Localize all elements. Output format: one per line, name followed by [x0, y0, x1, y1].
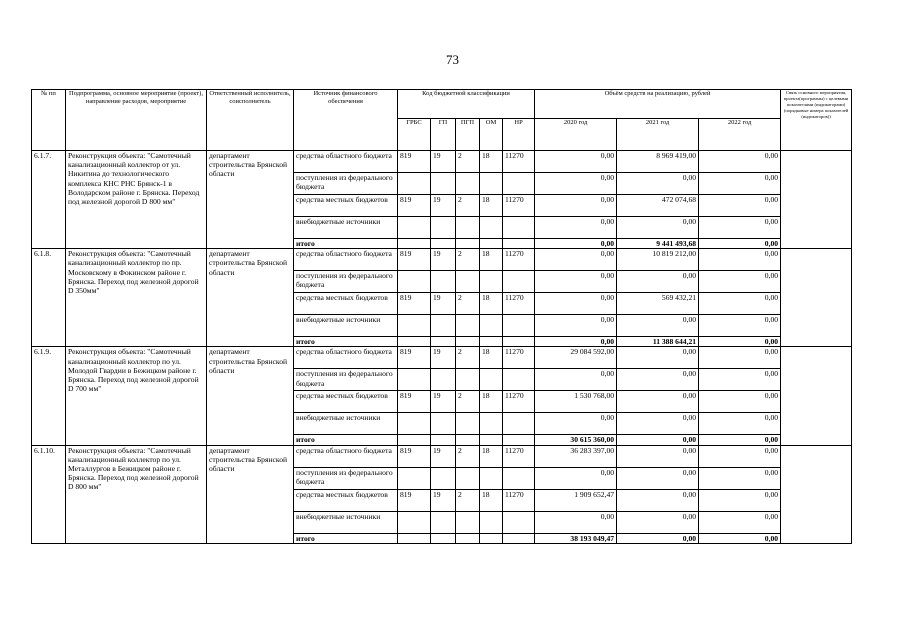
amount-2020: 0,00 [535, 249, 617, 271]
code-grbs [398, 369, 431, 391]
item-executor: департамент строительства Брянской области [207, 249, 294, 347]
total-code-gp [431, 435, 456, 445]
total-code-grbs [398, 435, 431, 445]
code-gp [431, 217, 456, 239]
code-om [480, 467, 503, 489]
amount-2021: 0,00 [617, 445, 699, 467]
code-np: 11270 [503, 347, 535, 369]
code-om: 18 [480, 391, 503, 413]
indicator-link-cell [781, 151, 852, 249]
code-pgp: 2 [456, 445, 480, 467]
amount-2021: 472 074,68 [617, 195, 699, 217]
total-code-np [503, 533, 535, 543]
amount-2020: 0,00 [535, 151, 617, 173]
header-grbs: ГРБС [398, 119, 431, 151]
amount-2020: 29 084 592,00 [535, 347, 617, 369]
header-source: Источник финансового обеспечения [294, 90, 398, 151]
code-np: 11270 [503, 391, 535, 413]
code-om: 18 [480, 151, 503, 173]
amount-2021: 0,00 [617, 413, 699, 435]
code-np: 11270 [503, 445, 535, 467]
code-pgp: 2 [456, 151, 480, 173]
code-gp [431, 271, 456, 293]
amount-2021: 0,00 [617, 369, 699, 391]
code-np [503, 173, 535, 195]
code-np: 11270 [503, 489, 535, 511]
code-grbs: 819 [398, 391, 431, 413]
funding-source: средства областного бюджета [294, 347, 398, 369]
code-pgp [456, 217, 480, 239]
header-2020: 2020 год [535, 119, 617, 151]
table-row [32, 347, 852, 369]
code-gp: 19 [431, 391, 456, 413]
indicator-link-cell [781, 347, 852, 445]
total-2022: 0,00 [699, 533, 781, 543]
total-code-gp [431, 533, 456, 543]
code-np: 11270 [503, 249, 535, 271]
total-2020: 0,00 [535, 239, 617, 249]
code-np [503, 413, 535, 435]
amount-2022: 0,00 [699, 217, 781, 239]
code-grbs [398, 217, 431, 239]
code-pgp [456, 467, 480, 489]
amount-2022: 0,00 [699, 249, 781, 271]
table-row [32, 445, 852, 467]
header-executor: Ответственный исполнитель, соисполнитель [207, 90, 294, 151]
code-np [503, 315, 535, 337]
table-row [32, 249, 852, 271]
amount-2022: 0,00 [699, 293, 781, 315]
total-code-om [480, 533, 503, 543]
code-gp: 19 [431, 445, 456, 467]
code-om [480, 511, 503, 533]
code-pgp [456, 369, 480, 391]
code-om: 18 [480, 489, 503, 511]
amount-2022: 0,00 [699, 195, 781, 217]
funding-source: средства местных бюджетов [294, 293, 398, 315]
amount-2021: 569 432,21 [617, 293, 699, 315]
amount-2022: 0,00 [699, 511, 781, 533]
code-pgp [456, 413, 480, 435]
amount-2020: 0,00 [535, 293, 617, 315]
code-om [480, 217, 503, 239]
code-om [480, 369, 503, 391]
amount-2020: 0,00 [535, 315, 617, 337]
code-pgp [456, 271, 480, 293]
code-gp: 19 [431, 347, 456, 369]
amount-2021: 0,00 [617, 315, 699, 337]
indicator-link-cell [781, 445, 852, 543]
code-np: 11270 [503, 195, 535, 217]
amount-2021: 0,00 [617, 391, 699, 413]
total-code-pgp [456, 337, 480, 347]
amount-2020: 1 530 768,00 [535, 391, 617, 413]
amount-2022: 0,00 [699, 347, 781, 369]
funding-source: средства местных бюджетов [294, 391, 398, 413]
code-np [503, 217, 535, 239]
code-pgp: 2 [456, 347, 480, 369]
code-gp: 19 [431, 489, 456, 511]
funding-source: средства областного бюджета [294, 249, 398, 271]
code-grbs [398, 173, 431, 195]
amount-2020: 0,00 [535, 413, 617, 435]
code-gp [431, 413, 456, 435]
item-number: 6.1.8. [32, 249, 66, 347]
code-om: 18 [480, 445, 503, 467]
total-2020: 0,00 [535, 337, 617, 347]
amount-2020: 1 909 652,47 [535, 489, 617, 511]
item-title: Реконструкция объекта: "Самотечный канализационный коллектор по ул. Металлургов в Бежицком районе г. Брянска. Переход под железной дорогой D 800 мм" [66, 445, 207, 543]
code-grbs [398, 271, 431, 293]
code-pgp: 2 [456, 293, 480, 315]
code-om [480, 413, 503, 435]
item-title: Реконструкция объекта: "Самотечный канализационный коллектор по ул. Молодой Гвардии в Бежицком районе г. Брянска. Переход под железной дорогой D 700 мм" [66, 347, 207, 445]
amount-2021: 0,00 [617, 467, 699, 489]
code-np [503, 511, 535, 533]
total-code-grbs [398, 533, 431, 543]
total-code-pgp [456, 533, 480, 543]
total-code-pgp [456, 239, 480, 249]
item-number: 6.1.9. [32, 347, 66, 445]
header-2021: 2021 год [617, 119, 699, 151]
total-code-om [480, 435, 503, 445]
header-volume: Объём средств на реализацию, рублей [535, 90, 781, 119]
funding-source: внебюджетные источники [294, 217, 398, 239]
amount-2021: 0,00 [617, 217, 699, 239]
amount-2022: 0,00 [699, 271, 781, 293]
amount-2020: 0,00 [535, 195, 617, 217]
header-link: Связь основного мероприятия, проекта(программы) с целевыми показателями (индикаторами) (порядковые номера показателей (индикаторов)) [781, 90, 852, 151]
code-pgp: 2 [456, 195, 480, 217]
amount-2022: 0,00 [699, 369, 781, 391]
code-grbs: 819 [398, 151, 431, 173]
amount-2022: 0,00 [699, 315, 781, 337]
header-gp: ГП [431, 119, 456, 151]
code-pgp [456, 315, 480, 337]
funding-source: внебюджетные источники [294, 413, 398, 435]
total-2022: 0,00 [699, 239, 781, 249]
code-om [480, 173, 503, 195]
code-np [503, 467, 535, 489]
total-code-om [480, 337, 503, 347]
code-grbs [398, 511, 431, 533]
total-code-gp [431, 239, 456, 249]
total-2021: 11 388 644,21 [617, 337, 699, 347]
total-code-gp [431, 337, 456, 347]
code-grbs: 819 [398, 195, 431, 217]
amount-2022: 0,00 [699, 445, 781, 467]
funding-source: средства областного бюджета [294, 445, 398, 467]
header-no: № пп [32, 90, 66, 151]
code-grbs: 819 [398, 347, 431, 369]
code-gp: 19 [431, 151, 456, 173]
funding-source: средства местных бюджетов [294, 195, 398, 217]
funding-source: поступления из федерального бюджета [294, 271, 398, 293]
code-np [503, 271, 535, 293]
code-pgp [456, 511, 480, 533]
total-2021: 9 441 493,68 [617, 239, 699, 249]
amount-2021: 0,00 [617, 173, 699, 195]
code-pgp [456, 173, 480, 195]
funding-source: поступления из федерального бюджета [294, 467, 398, 489]
total-code-grbs [398, 337, 431, 347]
funding-source: поступления из федерального бюджета [294, 369, 398, 391]
code-grbs [398, 315, 431, 337]
amount-2021: 0,00 [617, 511, 699, 533]
header-name: Подпрограмма, основное мероприятие (проект), направление расходов, мероприятие [66, 90, 207, 151]
amount-2021: 0,00 [617, 271, 699, 293]
code-om: 18 [480, 249, 503, 271]
code-grbs: 819 [398, 445, 431, 467]
total-code-pgp [456, 435, 480, 445]
code-np: 11270 [503, 293, 535, 315]
item-executor: департамент строительства Брянской области [207, 445, 294, 543]
amount-2020: 0,00 [535, 217, 617, 239]
page-number: 73 [446, 52, 459, 67]
item-executor: департамент строительства Брянской области [207, 347, 294, 445]
indicator-link-cell [781, 249, 852, 347]
amount-2020: 0,00 [535, 173, 617, 195]
total-code-np [503, 435, 535, 445]
funding-source: средства областного бюджета [294, 151, 398, 173]
total-code-grbs [398, 239, 431, 249]
code-gp: 19 [431, 293, 456, 315]
amount-2020: 0,00 [535, 511, 617, 533]
item-number: 6.1.7. [32, 151, 66, 249]
header-om: ОМ [480, 119, 503, 151]
total-code-om [480, 239, 503, 249]
amount-2022: 0,00 [699, 489, 781, 511]
total-2022: 0,00 [699, 337, 781, 347]
amount-2021: 8 969 419,00 [617, 151, 699, 173]
amount-2021: 10 819 212,00 [617, 249, 699, 271]
funding-source: внебюджетные источники [294, 511, 398, 533]
amount-2020: 0,00 [535, 369, 617, 391]
item-title: Реконструкция объекта: "Самотечный канализационный коллектор по пр. Московскому в Фокинском районе г. Брянска. Переход под железной дорогой D 350мм" [66, 249, 207, 347]
header-codes: Код бюджетной классификации [398, 90, 535, 119]
amount-2021: 0,00 [617, 489, 699, 511]
total-label: итого [294, 239, 398, 249]
budget-table [31, 89, 852, 544]
funding-source: средства местных бюджетов [294, 489, 398, 511]
amount-2022: 0,00 [699, 413, 781, 435]
total-2021: 0,00 [617, 533, 699, 543]
amount-2020: 0,00 [535, 467, 617, 489]
header-2022: 2022 год [699, 119, 781, 151]
amount-2022: 0,00 [699, 391, 781, 413]
table-row [32, 151, 852, 173]
amount-2022: 0,00 [699, 467, 781, 489]
code-gp [431, 315, 456, 337]
total-label: итого [294, 435, 398, 445]
funding-source: внебюджетные источники [294, 315, 398, 337]
code-gp [431, 369, 456, 391]
amount-2022: 0,00 [699, 151, 781, 173]
total-label: итого [294, 533, 398, 543]
code-gp [431, 467, 456, 489]
total-2021: 0,00 [617, 435, 699, 445]
amount-2021: 0,00 [617, 347, 699, 369]
total-code-np [503, 337, 535, 347]
amount-2022: 0,00 [699, 173, 781, 195]
code-np: 11270 [503, 151, 535, 173]
code-np [503, 369, 535, 391]
code-om [480, 315, 503, 337]
code-gp: 19 [431, 249, 456, 271]
code-pgp: 2 [456, 489, 480, 511]
item-title: Реконструкция объекта: "Самотечный канализационный коллектор от ул. Никитина до технологического комплекса КНС РНС Брянск-1 в Володарском районе г. Брянска. Переход под железной дорогой D 800 мм" [66, 151, 207, 249]
total-2022: 0,00 [699, 435, 781, 445]
total-2020: 30 615 360,00 [535, 435, 617, 445]
code-pgp: 2 [456, 249, 480, 271]
item-executor: департамент строительства Брянской области [207, 151, 294, 249]
code-om [480, 271, 503, 293]
code-gp [431, 173, 456, 195]
funding-source: поступления из федерального бюджета [294, 173, 398, 195]
code-grbs: 819 [398, 489, 431, 511]
total-2020: 38 193 049,47 [535, 533, 617, 543]
code-gp: 19 [431, 195, 456, 217]
code-gp [431, 511, 456, 533]
code-pgp: 2 [456, 391, 480, 413]
total-label: итого [294, 337, 398, 347]
header-pgp: ПГП [456, 119, 480, 151]
item-number: 6.1.10. [32, 445, 66, 543]
code-om: 18 [480, 195, 503, 217]
code-grbs [398, 413, 431, 435]
total-code-np [503, 239, 535, 249]
amount-2020: 36 283 397,00 [535, 445, 617, 467]
code-om: 18 [480, 293, 503, 315]
code-om: 18 [480, 347, 503, 369]
header-np: НР [503, 119, 535, 151]
code-grbs [398, 467, 431, 489]
code-grbs: 819 [398, 249, 431, 271]
code-grbs: 819 [398, 293, 431, 315]
amount-2020: 0,00 [535, 271, 617, 293]
table-body [32, 151, 852, 544]
